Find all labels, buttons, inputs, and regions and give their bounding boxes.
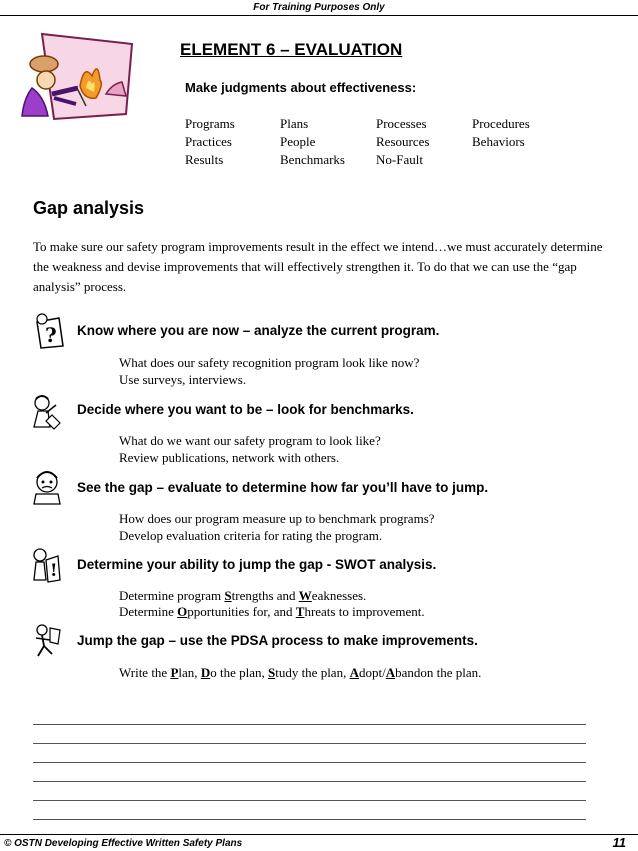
adopt-initial: A: [349, 665, 359, 680]
writing-line: [33, 724, 586, 725]
step-line: Use surveys, interviews.: [119, 372, 247, 387]
burning-paper-clipart: [14, 24, 144, 124]
step-heading: Jump the gap – use the PDSA process to make improvements.: [77, 633, 478, 648]
page-title: ELEMENT 6 – EVALUATION: [180, 40, 403, 59]
step-heading: Determine your ability to jump the gap - SWOT analysis.: [77, 557, 437, 572]
step-line: What do we want our safety program to look like?: [119, 433, 381, 448]
writing-line: [33, 781, 586, 782]
swot-line: [119, 604, 425, 620]
subtitle: Make judgments about effectiveness:: [185, 80, 417, 95]
header-rule: [0, 15, 638, 16]
grid-item: Processes: [376, 116, 427, 131]
threats-initial: T: [295, 604, 305, 619]
text-part: lan,: [178, 665, 201, 680]
grid-item: Procedures: [472, 116, 530, 131]
opportunities-initial: O: [177, 604, 188, 619]
step-heading: Know where you are now – analyze the current program.: [77, 323, 440, 338]
page-header: For Training Purposes Only: [253, 2, 385, 13]
grid-item: Programs: [185, 116, 235, 131]
text-part: Determine: [119, 604, 178, 619]
puzzled-person-icon: [30, 468, 64, 506]
footer-copyright: © OSTN Developing Effective Written Safety Plans: [4, 838, 243, 849]
strengths-initial: S: [224, 588, 232, 603]
grid-item: No-Fault: [376, 152, 423, 167]
weaknesses-initial: W: [298, 588, 312, 603]
grid-item: Benchmarks: [280, 152, 345, 167]
question-mark-icon: [33, 312, 67, 350]
step-heading: Decide where you want to be – look for benchmarks.: [77, 402, 414, 417]
text-part: hreats to improvement.: [304, 604, 425, 619]
swot-line: [119, 588, 366, 604]
text-part: eaknesses.: [311, 588, 367, 603]
writing-line: [33, 819, 586, 820]
abandon-initial: A: [385, 665, 396, 680]
writing-line: [33, 743, 586, 744]
step-line: Review publications, network with others.: [119, 450, 340, 465]
page-number: 11: [612, 835, 626, 850]
text-part: Write the: [119, 665, 171, 680]
text-part: o the plan,: [210, 665, 268, 680]
writing-line: [33, 762, 586, 763]
text-part: pportunities for, and: [187, 604, 296, 619]
svg-text:?: ?: [45, 323, 57, 347]
grid-item: Plans: [280, 116, 309, 131]
intro-paragraph: To make sure our safety program improvements result in the effect we intend…we must accurately determine the weakness and devise improvements that will effectively strengthen it. To do that we can use the “gap analysis” process.: [33, 239, 603, 294]
step-heading: See the gap – evaluate to determine how far you’ll have to jump.: [77, 480, 489, 495]
footer-rule: [0, 834, 638, 835]
do-initial: D: [200, 665, 211, 680]
grid-item: Resources: [376, 134, 430, 149]
text-part: dopt/: [358, 665, 386, 680]
grid-item: Behaviors: [472, 134, 525, 149]
grid-item: Practices: [185, 134, 232, 149]
svg-text:!: !: [50, 561, 58, 581]
text-part: Determine program: [119, 588, 225, 603]
study-initial: S: [267, 665, 276, 680]
exclamation-person-icon: [30, 546, 64, 584]
text-part: tudy the plan,: [275, 665, 350, 680]
step-line: Develop evaluation criteria for rating the program.: [119, 528, 383, 543]
step-line: What does our safety recognition program look like now?: [119, 355, 420, 370]
thinking-person-icon: [30, 393, 64, 431]
grid-item: People: [280, 134, 316, 149]
text-part: trengths and: [231, 588, 299, 603]
section-heading: Gap analysis: [33, 198, 145, 218]
grid-item: Results: [185, 152, 224, 167]
writing-line: [33, 800, 586, 801]
text-part: bandon the plan.: [395, 665, 482, 680]
pdsa-line: [119, 665, 481, 681]
running-person-icon: [30, 622, 64, 660]
plan-initial: P: [170, 665, 179, 680]
step-line: How does our program measure up to benchmark programs?: [119, 511, 435, 526]
